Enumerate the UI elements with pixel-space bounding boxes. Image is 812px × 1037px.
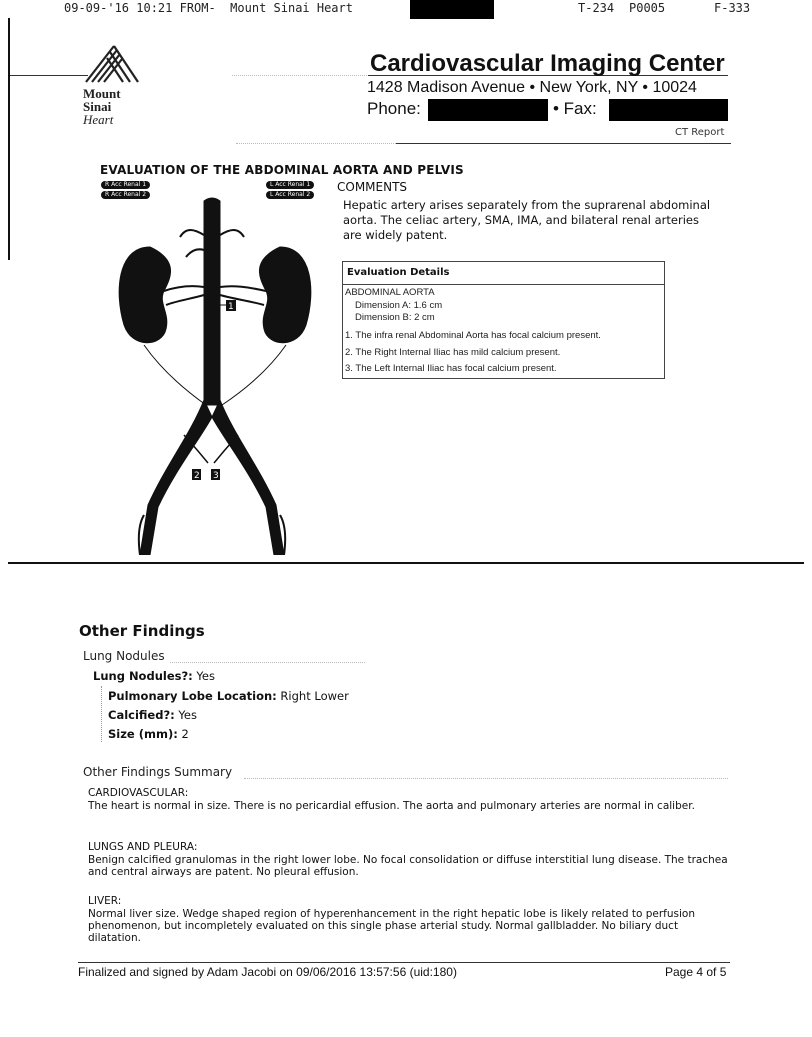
- fax-redaction: [609, 99, 728, 121]
- center-name: Cardiovascular Imaging Center: [370, 50, 725, 77]
- evaluation-title: EVALUATION OF THE ABDOMINAL AORTA AND PELVIS: [100, 163, 464, 177]
- summary-heading: Other Findings Summary: [83, 765, 233, 779]
- renal-artery-right: [164, 286, 204, 291]
- letterhead-rule-left: [10, 75, 88, 76]
- logo-text-sinai: Sinai: [83, 99, 112, 114]
- nested-guide-line: [101, 686, 102, 742]
- lung-nodules-section: Lung Nodules: [83, 649, 165, 663]
- fax-page-code: P0005: [629, 1, 666, 15]
- logo-text-mount: Mount: [83, 86, 121, 101]
- liver-heading: LIVER:: [88, 895, 122, 907]
- lung-nodules-value: Yes: [196, 669, 215, 683]
- other-findings-title: Other Findings: [79, 622, 205, 640]
- finding-2: 2. The Right Internal Iliac has mild calcium present.: [345, 347, 561, 358]
- fax-edge-line: [8, 18, 10, 260]
- lungs-text: Benign calcified granulomas in the right lower lobe. No focal consolidation or diffuse interstitial lung disease. The trachea and central airways are patent. No pleural effusion.: [88, 854, 728, 878]
- phone-redaction: [428, 99, 548, 121]
- fax-form-code: F-333: [714, 1, 751, 15]
- aorta-trunk-shape: [204, 198, 220, 405]
- pill-r-acc-renal-2: R Acc Renal 2: [101, 191, 150, 199]
- phone-label: Phone:: [367, 99, 421, 118]
- branch-right-upper: [220, 230, 244, 237]
- lobe-value: Right Lower: [280, 689, 349, 703]
- lung-section-rule: [170, 662, 365, 663]
- letterhead-bottom-rule: [396, 143, 731, 144]
- vessel-name: ABDOMINAL AORTA: [345, 287, 435, 298]
- size-value: 2: [181, 727, 189, 741]
- mount-sinai-logo-icon: [84, 44, 140, 84]
- report-type: CT Report: [675, 127, 725, 138]
- renal-artery-left: [220, 286, 266, 291]
- finding-3: 3. The Left Internal Iliac has focal calcium present.: [345, 363, 557, 374]
- right-kidney-shape: [119, 247, 170, 343]
- cardio-heading: CARDIOVASCULAR:: [88, 787, 189, 799]
- marker-2-label: 2: [194, 471, 200, 481]
- marker-1-label: 1: [228, 302, 234, 312]
- lobe-label: Pulmonary Lobe Location:: [108, 689, 277, 703]
- comments-heading: COMMENTS: [337, 180, 408, 194]
- left-kidney-shape: [259, 247, 310, 343]
- redaction-bar: [410, 0, 494, 19]
- pill-l-acc-renal-1: L Acc Renal 1: [266, 181, 314, 189]
- cardio-text: The heart is normal in size. There is no pericardial effusion. The aorta and pulmonary arteries are normal in caliber.: [88, 800, 695, 812]
- pill-r-acc-renal-1: R Acc Renal 1: [101, 181, 150, 189]
- lungs-heading: LUNGS AND PLEURA:: [88, 841, 198, 853]
- section-divider: [8, 562, 804, 564]
- dimension-b: Dimension B: 2 cm: [355, 312, 435, 323]
- liver-text: Normal liver size. Wedge shaped region of hyperenhancement in the right hepatic lobe is likely related to perfusion phenomenon, but incompletely evaluated on this single phase arterial study. Normal gallbladder. No biliary duct dilatation.: [88, 908, 696, 944]
- summary-rule: [244, 778, 728, 779]
- footer-page-number: Page 4 of 5: [665, 965, 727, 979]
- dimension-a: Dimension A: 1.6 cm: [355, 300, 443, 311]
- fax-transmission-code: T-234: [578, 1, 615, 15]
- letterhead-dotted-rule: [232, 75, 367, 76]
- evaluation-details-title: Evaluation Details: [347, 267, 450, 278]
- fax-header-sender: 09-09-'16 10:21 FROM- Mount Sinai Heart: [64, 1, 353, 15]
- finding-1: 1. The infra renal Abdominal Aorta has focal calcium present.: [345, 330, 601, 341]
- calcified-value: Yes: [178, 708, 197, 722]
- fax-label: • Fax:: [553, 99, 597, 118]
- letterhead-dotted-rule-2: [236, 143, 396, 144]
- aorta-diagram: [110, 195, 320, 555]
- footer-signature: Finalized and signed by Adam Jacobi on 09/06/2016 13:57:56 (uid:180): [78, 965, 457, 979]
- center-address: 1428 Madison Avenue • New York, NY • 10024: [367, 79, 697, 96]
- branch-left-upper: [180, 230, 204, 237]
- evaluation-details-box: [342, 261, 665, 379]
- comments-text: Hepatic artery arises separately from the suprarenal abdominal aorta. The celiac artery, SMA, IMA, and bilateral renal arteries are widely patent.: [343, 198, 711, 242]
- logo-text-heart: Heart: [83, 112, 114, 127]
- right-iliac-shape: [140, 400, 212, 555]
- marker-3-label: 3: [213, 471, 219, 481]
- pill-l-acc-renal-2: L Acc Renal 2: [266, 191, 314, 199]
- left-iliac-shape: [212, 400, 284, 555]
- size-label: Size (mm):: [108, 727, 178, 741]
- calcified-label: Calcified?:: [108, 708, 175, 722]
- footer-rule: [78, 962, 730, 963]
- lung-nodules-label: Lung Nodules?:: [93, 669, 193, 683]
